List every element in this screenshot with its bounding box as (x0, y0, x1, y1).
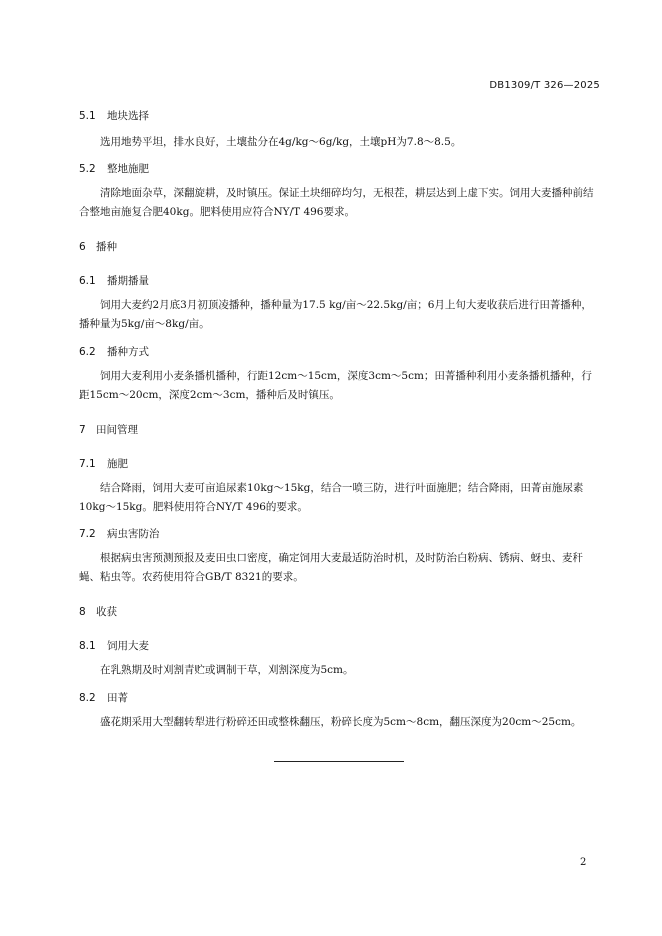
end-divider (274, 761, 404, 762)
section-number: 5.1 (79, 110, 96, 122)
section-6-2-heading (79, 344, 149, 359)
section-number: 8.1 (79, 640, 96, 652)
section-8-heading (79, 604, 117, 619)
section-title: 收获 (96, 606, 117, 618)
section-number: 7.1 (79, 458, 96, 470)
section-number: 6 (79, 241, 86, 253)
section-7-2-heading (79, 526, 160, 541)
section-6-1-text: 饲用大麦约2月底3月初顶凌播种，播种量为17.5 kg/亩～22.5kg/亩；6月上旬大麦收获后进行田菁播种，播种量为5kg/亩～8kg/亩。 (79, 299, 592, 330)
section-title: 田菁 (107, 692, 128, 704)
section-title: 施肥 (107, 458, 128, 470)
section-7-heading (79, 422, 138, 437)
section-8-1-text: 在乳熟期及时刈割青贮或调制干草，刈割深度为5cm。 (100, 664, 354, 676)
section-title: 地块选择 (107, 110, 149, 122)
section-8-2-text: 盛花期采用大型翻转犁进行粉碎还田或整株翻压，粉碎长度为5cm～8cm，翻压深度为20cm～25cm。 (100, 716, 582, 728)
section-7-2-text: 根据病虫害预测预报及麦田虫口密度，确定饲用大麦最适防治时机，及时防治白粉病、锈病、蚜虫、麦秆蝇、粘虫等。农药使用符合GB/T 8321的要求。 (79, 552, 583, 583)
section-8-2-heading (79, 690, 128, 705)
section-title: 田间管理 (96, 424, 138, 436)
section-title: 播种 (96, 241, 117, 253)
section-number: 8 (79, 606, 86, 618)
section-number: 6.2 (79, 346, 96, 358)
section-6-heading (79, 239, 117, 254)
section-8-1-heading (79, 638, 149, 653)
section-title: 整地施肥 (107, 163, 149, 175)
section-5-1-heading (79, 108, 149, 123)
section-title: 病虫害防治 (107, 528, 160, 540)
section-5-2-text: 清除地面杂草，深翻旋耕，及时镇压。保证土块细碎均匀，无根茬，耕层达到上虚下实。饲用大麦播种前结合整地亩施复合肥40kg。肥料使用应符合NY/T 496要求。 (79, 187, 594, 218)
section-5-2-heading (79, 161, 149, 176)
section-number: 6.1 (79, 275, 96, 287)
section-title: 饲用大麦 (107, 640, 149, 652)
section-5-1-text: 选用地势平坦，排水良好，土壤盐分在4g/kg～6g/kg，土壤pH为7.8～8.5。 (100, 136, 462, 148)
section-title: 播期播量 (107, 275, 149, 287)
page-number: 2 (580, 857, 587, 868)
section-number: 5.2 (79, 163, 96, 175)
section-7-1-text: 结合降雨，饲用大麦可亩追尿素10kg～15kg，结合一喷三防，进行叶面施肥；结合降雨，田菁亩施尿素10kg～15kg。肥料使用符合NY/T 496的要求。 (79, 482, 584, 513)
section-6-1-heading (79, 273, 149, 288)
section-6-2-text: 饲用大麦利用小麦条播机播种，行距12cm～15cm，深度3cm～5cm；田菁播种利用小麦条播机播种，行距15cm～20cm，深度2cm～3cm，播种后及时镇压。 (79, 370, 592, 401)
section-7-1-heading (79, 456, 128, 471)
section-title: 播种方式 (107, 346, 149, 358)
document-code: DB1309/T 326—2025 (489, 80, 600, 91)
section-number: 7 (79, 424, 86, 436)
section-number: 7.2 (79, 528, 96, 540)
section-number: 8.2 (79, 692, 96, 704)
